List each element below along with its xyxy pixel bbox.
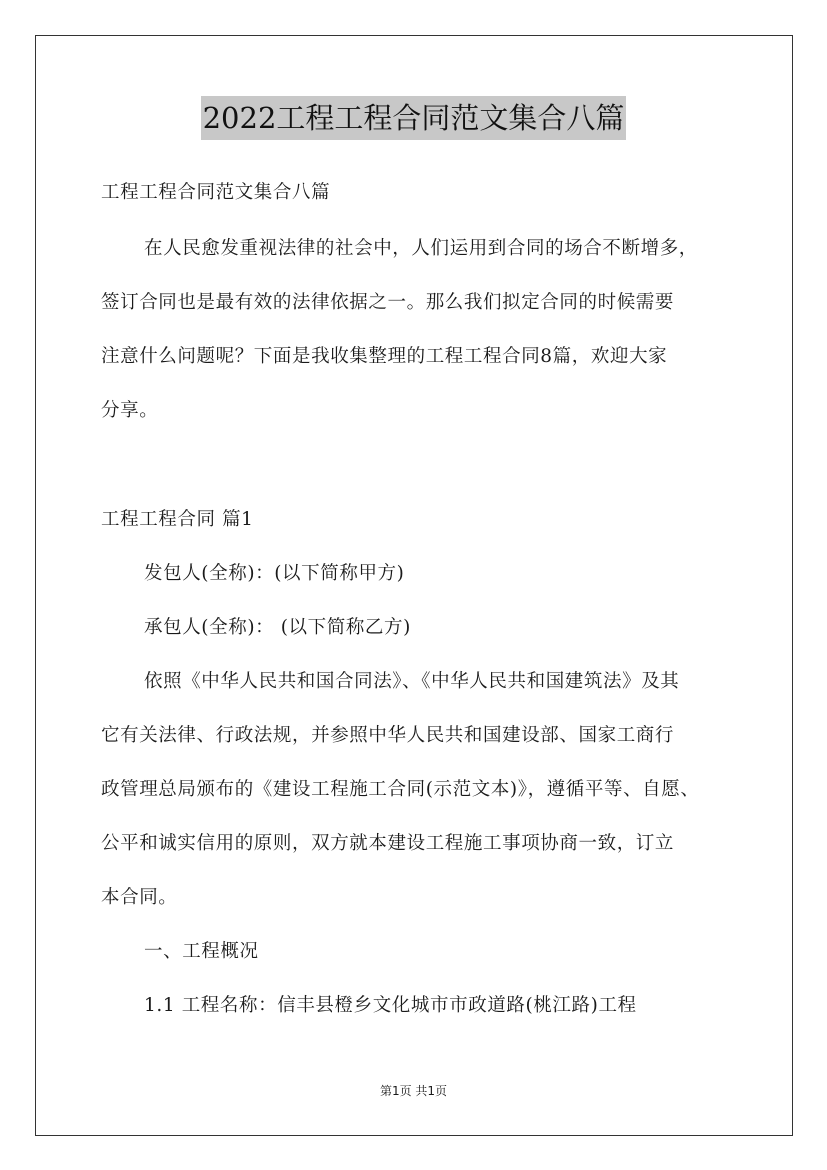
intro-paragraph-line-3: 注意什么问题呢？下面是我收集整理的工程工程合同8篇，欢迎大家 [101, 346, 668, 367]
intro-paragraph-line-2: 签订合同也是最有效的法律依据之一。那么我们拟定合同的时候需要 [101, 292, 675, 313]
clause-item: 1.1 工程名称：信丰县橙乡文化城市市政道路(桃江路)工程 [144, 995, 637, 1016]
contractor-line: 承包人(全称)： (以下简称乙方) [144, 617, 411, 638]
clause-heading: 一、工程概况 [144, 941, 259, 962]
document-title: 2022工程工程合同范文集合八篇 [201, 96, 627, 140]
basis-paragraph-line-1: 依照《中华人民共和国合同法》、《中华人民共和国建筑法》及其 [144, 671, 680, 692]
basis-paragraph-line-4: 公平和诚实信用的原则，双方就本建设工程施工事项协商一致，订立 [101, 833, 675, 854]
employer-line: 发包人(全称)：(以下简称甲方) [144, 563, 405, 584]
intro-paragraph-line-1: 在人民愈发重视法律的社会中，人们运用到合同的场合不断增多， [144, 238, 698, 259]
basis-paragraph-line-2: 它有关法律、行政法规，并参照中华人民共和国建设部、国家工商行 [101, 725, 675, 746]
page-footer: 第1页 共1页 [379, 1084, 448, 1098]
intro-paragraph-line-4: 分享。 [101, 400, 159, 421]
section-heading: 工程工程合同 篇1 [101, 509, 254, 530]
subtitle-line: 工程工程合同范文集合八篇 [101, 182, 331, 203]
basis-paragraph-line-5: 本合同。 [101, 887, 178, 908]
basis-paragraph-line-3: 政管理总局颁布的《建设工程施工合同(示范文本)》，遵循平等、自愿、 [101, 779, 700, 800]
